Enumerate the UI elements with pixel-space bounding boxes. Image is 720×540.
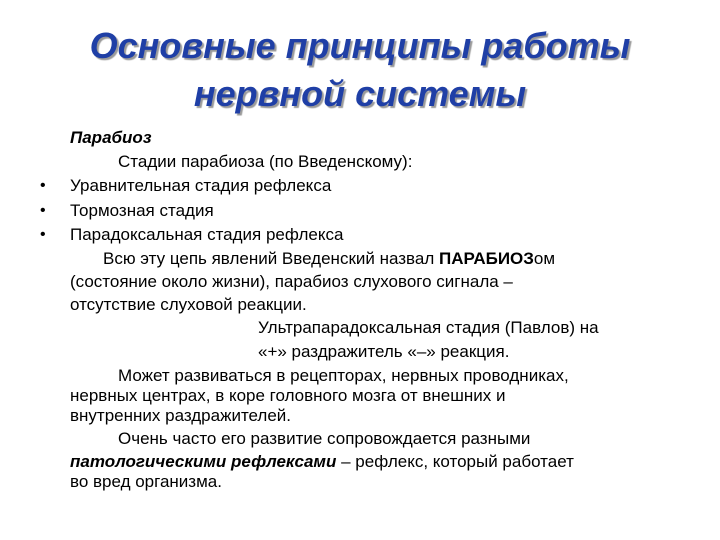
paragraph-2-line-1: Ультрапарадоксальная стадия (Павлов) на [258, 318, 599, 337]
stages-intro: Стадии парабиоза (по Введенскому): [118, 152, 413, 171]
paragraph-2-line-2: «+» раздражитель «–» реакция. [258, 342, 510, 361]
paragraph-1-suffix: ом [533, 249, 556, 268]
paragraph-4-line-1: Очень часто его развитие сопровождается разными [118, 429, 531, 448]
paragraph-1-line-3: отсутствие слуховой реакции. [70, 295, 307, 314]
parabiosis-term: ПАРАБИОЗ [438, 249, 534, 268]
bullet-marker: • [40, 202, 46, 219]
bullet-marker: • [40, 177, 46, 194]
paragraph-3-line-3: внутренних раздражителей. [70, 406, 292, 425]
paragraph-4-text: – рефлекс, который работает [336, 452, 574, 471]
paragraph-4-line-3: во вред организма. [70, 472, 222, 491]
slide-title-line-1: Основные принципы работы [89, 25, 631, 66]
paragraph-1-text: Всю эту цепь явлений Введенский назвал [103, 249, 439, 268]
paragraph-1-line-1 [103, 249, 555, 269]
bullet-item-3: Парадоксальная стадия рефлекса [70, 225, 344, 244]
paragraph-3-line-2: нервных центрах, в коре головного мозга от внешних и [70, 386, 506, 405]
section-heading: Парабиоз [70, 128, 152, 147]
bullet-marker: • [40, 226, 46, 243]
bullet-item-1: Уравнительная стадия рефлекса [70, 176, 332, 195]
paragraph-4-line-2 [70, 452, 574, 472]
bullet-item-2: Тормозная стадия [70, 201, 214, 220]
pathological-reflexes-term: патологическими рефлексами [70, 452, 337, 471]
paragraph-3-line-1: Может развиваться в рецепторах, нервных проводниках, [118, 366, 569, 385]
paragraph-1-line-2: (состояние около жизни), парабиоз слухового сигнала – [70, 272, 513, 291]
slide-title-line-2: нервной системы [193, 73, 527, 114]
slide-title [0, 22, 720, 118]
